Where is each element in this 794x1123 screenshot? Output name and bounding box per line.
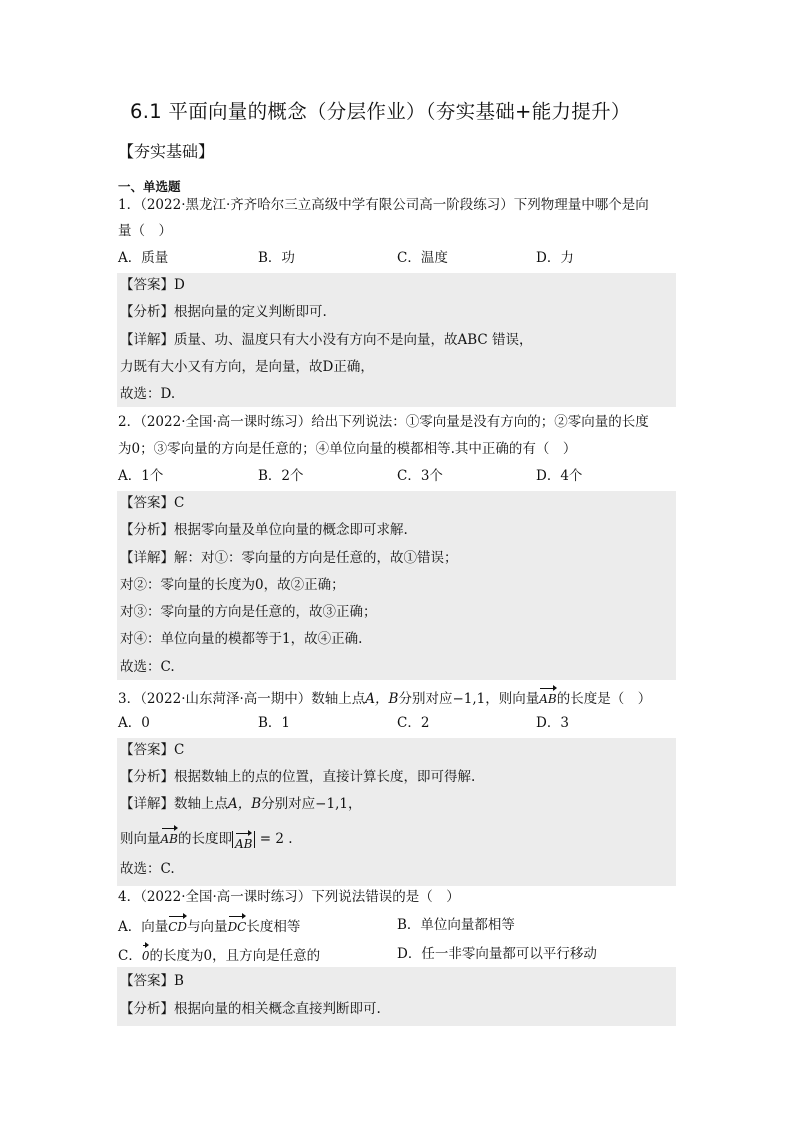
q2-option-b: B．2个 <box>258 468 304 484</box>
q2-option-d: D．4个 <box>536 468 583 484</box>
q2-detail-line3: 对③：零向量的方向是任意的，故③正确； <box>120 604 377 620</box>
q3-detail-a: 【详解】数轴上点 <box>120 796 228 812</box>
q2-choose: 故选：C. <box>120 659 175 675</box>
q3-option-b: B．1 <box>258 715 291 731</box>
q2-option-c: C．3个 <box>397 468 443 484</box>
q3-vector-ab: AB <box>539 686 556 708</box>
q2-analysis: 【分析】根据零向量及单位向量的概念即可求解. <box>120 522 408 538</box>
q2-option-a: A．1个 <box>118 468 164 484</box>
part-heading: 一、单选题 <box>118 179 181 194</box>
q4-option-a <box>118 914 300 936</box>
q1-detail-line2: 力既有大小又有方向，是向量，故D正确， <box>120 359 374 375</box>
q4-option-c <box>118 943 320 965</box>
q1-option-c: C．温度 <box>397 250 448 266</box>
q3-choose: 故选：C. <box>120 861 175 877</box>
section-label: 【夯实基础】 <box>118 142 215 161</box>
q3-option-c: C．2 <box>397 715 430 731</box>
q1-choose: 故选：D. <box>120 386 176 402</box>
q2-stem-line2: 为0；③零向量的方向是任意的；④单位向量的模都相等.其中正确的有（ ） <box>118 441 577 457</box>
q1-option-b: B．功 <box>258 250 295 266</box>
q1-stem-line1: 1．（2022·黑龙江·齐齐哈尔三立高级中学有限公司高一阶段练习）下列物理量中哪个是向 <box>118 197 649 213</box>
q4-answer: 【答案】B <box>120 973 184 989</box>
q3-stem-c: 分别对应−1,1，则向量 <box>398 691 540 707</box>
q3-then-vector: AB <box>161 826 178 848</box>
q4-option-b: B．单位向量都相等 <box>397 917 515 933</box>
q3-analysis: 【分析】根据数轴上的点的位置，直接计算长度，即可得解. <box>120 769 476 785</box>
q4-analysis: 【分析】根据向量的相关概念直接判断即可. <box>120 1001 381 1017</box>
q3-abs-expression <box>232 831 255 851</box>
q1-option-d: D．力 <box>536 250 574 266</box>
q4-option-c-text1: C． <box>118 948 142 964</box>
q2-detail-line2: 对②：零向量的长度为0，故②正确； <box>120 577 345 593</box>
q3-abs-vector: AB <box>235 831 252 853</box>
q4-vector-dc: DC <box>228 914 247 936</box>
q3-then <box>120 826 293 851</box>
page-title: 6.1 平面向量的概念（分层作业）（夯实基础+能力提升） <box>130 100 631 123</box>
q3-answer: 【答案】C <box>120 742 185 758</box>
q1-analysis: 【分析】根据向量的定义判断即可. <box>120 304 327 320</box>
q4-stem: 4．（2022·全国·高一课时练习）下列说法错误的是（ ） <box>118 889 460 905</box>
q3-stem-d: 的长度是（ ） <box>556 691 652 707</box>
q1-option-a: A．质量 <box>118 250 169 266</box>
q3-stem-a: 3．（2022·山东菏泽·高一期中）数轴上点 <box>118 691 366 707</box>
q1-detail-line1: 【详解】质量、功、温度只有大小没有方向不是向量，故ABC 错误， <box>120 332 533 348</box>
q2-stem-line1: 2．（2022·全国·高一课时练习）给出下列说法：①零向量是没有方向的；②零向量的长度 <box>118 414 649 430</box>
q4-option-c-text2: 的长度为0，且方向是任意的 <box>149 948 321 964</box>
q3-stem <box>118 686 651 708</box>
q3-stem-points: A，B <box>365 691 399 707</box>
q1-answer: 【答案】D <box>120 277 185 293</box>
q4-option-d: D．任一非零向量都可以平行移动 <box>397 946 597 962</box>
q3-then-a: 则向量 <box>120 831 161 847</box>
q4-zero-vector: 0 <box>142 943 150 965</box>
q3-option-d: D．3 <box>536 715 569 731</box>
q1-stem-line2: 量（ ） <box>118 223 172 239</box>
q2-detail-line4: 对④：单位向量的模都等于1，故④正确. <box>120 631 363 647</box>
q3-detail <box>120 795 361 813</box>
q2-detail-line1: 【详解】解：对①：零向量的方向是任意的，故①错误； <box>120 550 458 566</box>
q4-option-a-text1: A．向量 <box>118 919 169 935</box>
q3-then-c: = 2 . <box>255 831 293 847</box>
q3-then-b: 的长度即 <box>177 831 232 847</box>
q4-option-a-text2: 与向量 <box>187 919 228 935</box>
q4-vector-cd: CD <box>168 914 187 936</box>
q4-option-a-text3: 长度相等 <box>246 919 301 935</box>
q2-answer: 【答案】C <box>120 495 185 511</box>
q3-option-a: A．0 <box>118 715 150 731</box>
q3-detail-points: A，B <box>228 796 262 812</box>
q3-detail-c: 分别对应−1,1， <box>261 796 362 812</box>
